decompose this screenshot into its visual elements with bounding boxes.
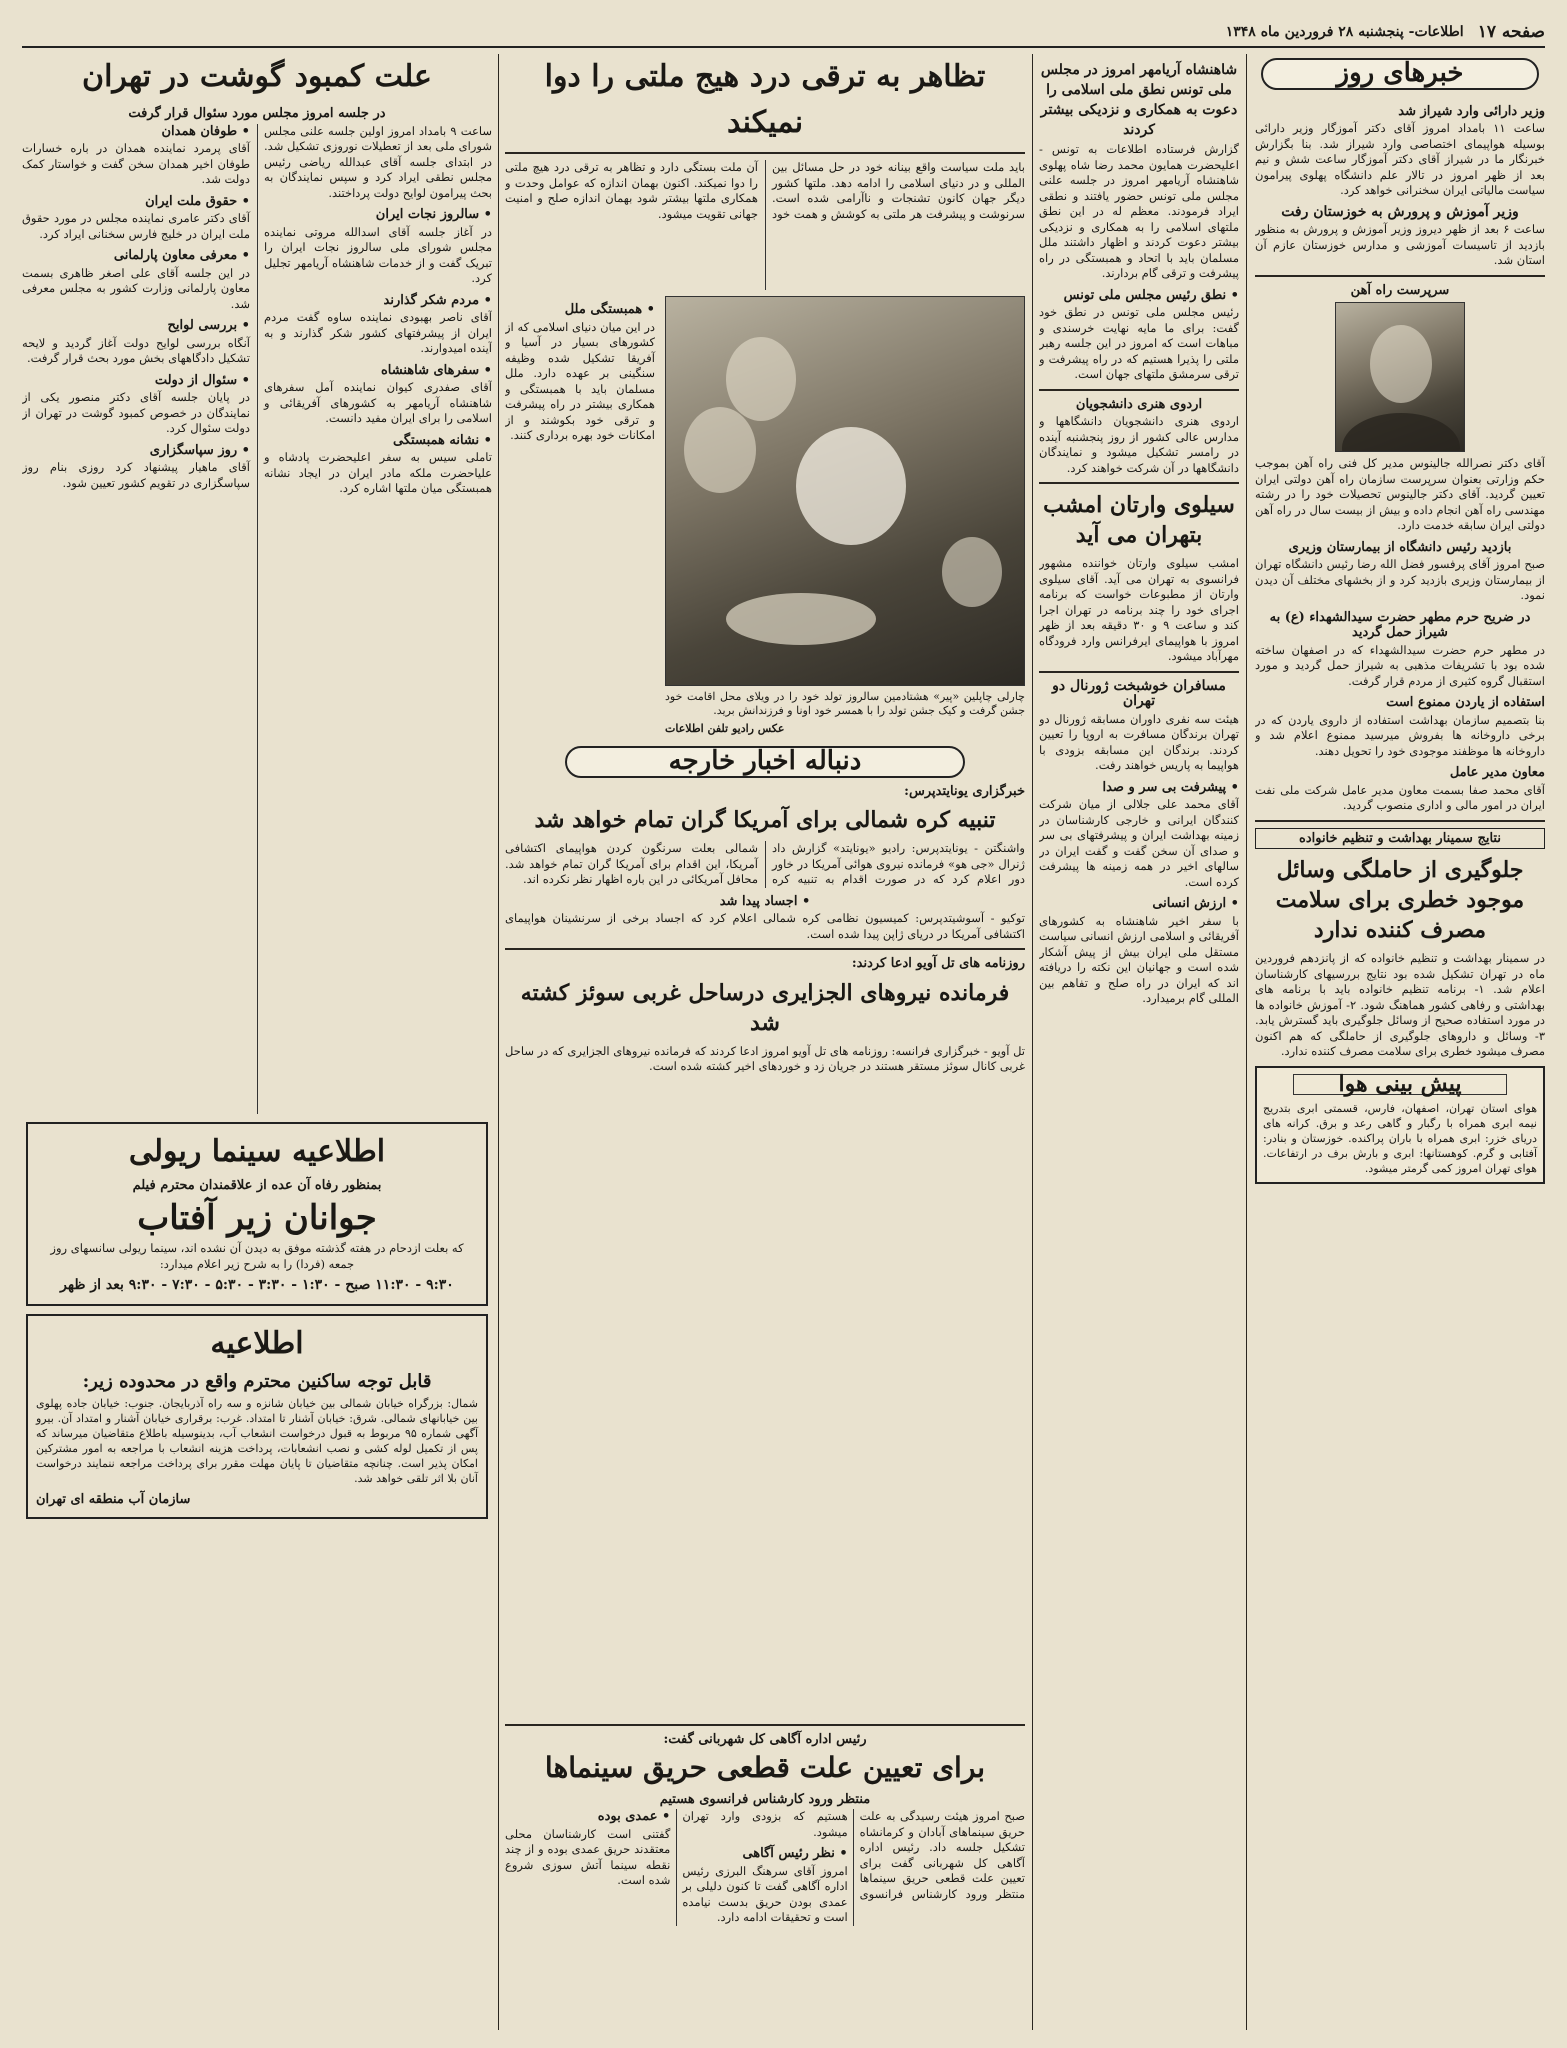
- foreign-news-box: دنباله اخبار خارجه: [565, 746, 965, 778]
- lead-article: باید ملت سیاست واقع بینانه خود در حل مسائل بین المللی و در دنیای اسلامی را ادامه دهد. ملتها کشور دیگر جهان کانون تشنجات و ناآرامی شده است. سرنوشت و پیشرفت هر ملتی به کوشش و همت خود آن ملت بستگی دارد و تظاهر به ترقی درد هیچ ملتی را دوا نمیکند. اکنون بهمان اندازه که عوامل وحدت و همکاری ملتها بیشتر شود بهمان اندازه صلح و امنیت جهانی تقویت میشود.: [505, 160, 1025, 221]
- photo-credit: عکس رادیو تلفن اطلاعات: [665, 722, 785, 735]
- news-body-6: بنا بتصمیم سازمان بهداشت استفاده از داروی یاردن که در برخی داروخانه ها بفروش میرسید ممنوع اعلام شد و داروخانه ها موظفند موجودی خود را تحویل دهند.: [1255, 712, 1545, 758]
- travellers-title: مسافران خوشبخت ژورنال دو تهران: [1052, 677, 1226, 709]
- news-title-1: وزیر دارائی وارد شیراز شد: [1398, 103, 1545, 119]
- parl-head-7: • معرفی معاون پارلمانی: [22, 248, 250, 264]
- progress-head: • پیشرفت بی سر و صدا: [1039, 780, 1239, 796]
- students-body: اردوی هنری دانشجویان دانشگاهها و مدارس عالی کشور از روز پنجشنبه آینده در رامسر تشکیل میشود و نمایندگان دانشگاهها در آن شرکت خواهند کرد.: [1039, 414, 1239, 475]
- column-parliament: [22, 54, 492, 2030]
- cinema-rivoli-ad: [26, 1122, 488, 1306]
- solidarity-body: در این میان دنیای اسلامی که از کشورهای بسیار در آسیا و آفریقا تشکیل شده وظیفه سنگینی بر عهده دارد. ملل مسلمان باید با همبستگی و همکاری بیشتر در راه پیشرفت و ترقی خود بکوشند و از امکانات خود بهره برداری کنند.: [505, 319, 655, 442]
- news-body-1: ساعت ۱۱ بامداد امروز آقای دکتر آموزگار وزیر دارائی بوسیله هواپیمای اختصاصی وارد شیراز شد. بنا بگزارش خبرنگار ما در شیراز آقای دکتر آموزگار ساعت شش و نیم بعد از ظهر امروز در تالار علم دانشگاه پهلوی پیرامون سیاست مالیاتی ایران سخنرانی خواهد کرد.: [1255, 121, 1545, 197]
- box-title-news-of-day: خبرهای روز: [1261, 58, 1539, 90]
- divider: [1039, 389, 1239, 391]
- parl-body-9: در پایان جلسه آقای دکتر منصور یکی از نمایندگان در خصوص کمبود گوشت در تهران از دولت سئوال کرد.: [22, 390, 250, 435]
- photo-figure-child-shape: [942, 537, 1002, 607]
- tunisia-body: گزارش فرستاده اطلاعات به تونس - اعلیحضرت همایون محمد رضا شاه پهلوی شاهنشاه آریامهر امروز در جلسه علنی مجلس ملی تونس حضور یافتند و نطقی ایراد فرمودند. معظم له در این نطق ملتهای اسلامی را به همکاری و نزدیکی بیشتر دعوت کردند و اظهار داشتند ملل مسلمان باید با اتحاد و همبستگی در راه پیشرفت و ترقی گام بردارند.: [1039, 142, 1239, 280]
- police-body: امروز آقای سرهنگ البرزی رئیس اداره آگاهی گفت تا کنون دلیلی بر عمدی بودن حریق بدست نیامده است و تحقیقات ادامه دارد.: [682, 1863, 848, 1924]
- cinema-title: برای تعیین علت قطعی حریق سینماها: [544, 1750, 986, 1784]
- algeria-body: تل آویو - خبرگزاری فرانسه: روزنامه های تل آویو امروز ادعا کردند که فرمانده نیروهای الجزایری که در ساحل غربی کانال سوئز مستقر هستند در جریان زد و خوردهای اخیر کشته شده است.: [505, 1043, 1025, 1073]
- divider: [1255, 275, 1545, 277]
- parl-body-10: آقای ماهیار پیشنهاد کرد روزی بنام روز سپاسگزاری در تقویم کشور تعیین شود.: [22, 460, 250, 490]
- water-notice: [26, 1314, 488, 1520]
- parliament-body-wrap: [22, 124, 492, 1114]
- parl-body-5: آقای پرمرد نماینده همدان در باره خسارات طوفان اخیر همدان سخن گفت و خواستار کمک دولت شد.: [22, 141, 250, 186]
- news-body-2: ساعت ۶ بعد از ظهر دیروز وزیر آموزش و پرورش به منظور بازدید از تاسیسات آموزشی و مدارس خوزستان عازم آن استان شد.: [1255, 222, 1545, 267]
- photo-figure-chaplin-shape: [796, 427, 906, 545]
- main-headline: تظاهر به ترقی درد هیج ملتی را دوا نمیکند: [544, 59, 986, 140]
- masthead: [22, 18, 1545, 48]
- portrait-shoulders-shape: [1342, 413, 1460, 452]
- parl-head-9: • سئوال از دولت: [22, 373, 250, 389]
- meat-sub: در جلسه امروز مجلس مورد سئوال قرار گرفت: [128, 106, 386, 121]
- weather-box: [1255, 1066, 1545, 1185]
- parl-body-6: آقای دکتر عامری نماینده مجلس در مورد حقوق ملت ایران در خلیج فارس سخنانی ایراد کرد.: [22, 211, 250, 241]
- parl-body-8: آنگاه بررسی لوایح دولت آغاز گردید و لایحه تشکیل دادگاههای بخش مورد بحث قرار گرفت.: [22, 335, 250, 365]
- photo-cake-shape: [726, 593, 876, 645]
- news-title-7: معاون مدیر عامل: [1449, 765, 1545, 780]
- bodies-body: توکیو - آسوشیتدپرس: کمیسیون نظامی کره شمالی اعلام کرد که اجساد برخی از سرنشینان هواپیمای اکتشافی آمریکا در دریای ژاپن پیدا شده است.: [505, 911, 1025, 941]
- parl-head-3: • سفرهای شاهنشاه: [264, 363, 492, 379]
- parl-head-10: • روز سپاسگزاری: [22, 443, 250, 459]
- seminar-title: جلوگیری از حاملگی وسائل موجود خطری برای سلامت مصرف کننده ندارد: [1275, 857, 1525, 943]
- photo-figure-girl-shape: [684, 407, 756, 493]
- notice-body: شمال: بزرگراه خیابان شمالی بین خیابان شانزه و سه راه آذربایجان. جنوب: خیابان جاده پهلوی بین خیابانهای شمالی. شرق: خیابان آشنار تا امتداد. غرب: برقراری خیابان آشنار و امتداد آن. بیرو آگهی شماره ۹۵ مربوط به قبول درخواست انشعاب آب، بدینوسیله باطلاع متقاضیان میرساند که پس از تکمیل لوله کشی و نصب انشعابات، پرداخت هزینه انشعاب با مراجعه به امور مشترکین امکان پذیر است. چنانچه متقاضیان تا پایان مهلت مقرر برای پرداخت مراجعه ننمایند درخواست آنان بلا اثر تلقی خواهد شد.: [36, 1396, 479, 1485]
- silvie-body: امشب سیلوی وارتان خواننده مشهور فرانسوی به تهران می آید. آقای سیلوی وارتان از مطبوعات خواست که برنامه اجرای خود را چند برنامه در تهران اجرا کند و ساعت ۹ و ۳۰ دقیقه بعد از ظهر امروز با هواپیمای ایرفرانس وارد فرودگاه مهرآباد میشود.: [1039, 556, 1239, 663]
- algeria-title: فرمانده نیروهای الجزایری درساحل غربی سوئز کشته شد: [520, 979, 1010, 1036]
- speech-head: • نطق رئیس مجلس ملی تونس: [1039, 288, 1239, 304]
- cinema-sub: منتظر ورود کارشناس فرانسوی هستیم: [659, 1791, 871, 1807]
- cinema-ad-film: جوانان زیر آفتاب: [137, 1198, 377, 1238]
- cinema-ad-title: اطلاعیه سینما ریولی: [128, 1133, 386, 1169]
- news-body-4: صبح امروز آقای پرفسور فضل الله رضا رئیس دانشگاه تهران از بیمارستان وزیری بازدید کرد و از بخشهای مختلف آن دیدن نمود.: [1255, 557, 1545, 602]
- seminar-kicker: نتایج سمینار بهداشت و تنظیم خانواده: [1255, 828, 1545, 850]
- seminar-body: در سمینار بهداشت و تنظیم خانواده که از پانزدهم فروردین ماه در تهران تشکیل شده بود نتایج بررسیهای کارشناسان اعلام شد. ۱- برنامه تنظیم خانواده باید با برنامه های بهداشتی و رفاهی کشور هماهنگ شود. ۲- آموزش خانواده ها در مورد استفاده صحیح از وسائل جلوگیری باید گسترش یابد. ۳- وسائل و داروهای جلوگیری از حاملگی که هم اکنون مصرف میشود خطری برای سلامت مصرف کننده ندارد.: [1255, 951, 1545, 1058]
- parl-body-7: در این جلسه آقای علی اصغر ظاهری بسمت معاون پارلمانی وزارت کشور به مجلس معرفی شد.: [22, 265, 250, 311]
- portrait-photo: [1335, 302, 1465, 452]
- notice-title: اطلاعیه: [210, 1325, 304, 1361]
- cinema-body: صبح امروز هیئت رسیدگی به علت حریق سینماهای آبادان و کرمانشاه تشکیل جلسه داد. رئیس اداره آگاهی کل شهربانی گفت برای تعیین علت قطعی حریق سینماها منتظر ورود کارشناس فرانسوی هستیم که بزودی وارد تهران میشود.: [682, 1809, 1025, 1901]
- parl-head-1: • سالروز نجات ایران: [264, 207, 492, 223]
- column-news-of-day: [1255, 54, 1545, 2030]
- parliament-body: ساعت ۹ بامداد امروز اولین جلسه علنی مجلس شورای ملی بعد از تعطیلات نوروزی تشکیل شد. در ابتدای جلسه آقای عبدالله ریاضی رئیس مجلس نطقی ایراد کرد و سپس نمایندگان به بحث پیرامون لوایح دولت پرداختند.: [264, 123, 492, 200]
- divider: [505, 948, 1025, 950]
- algeria-kicker: روزنامه های تل آویو ادعا کردند:: [851, 956, 1025, 971]
- portrait-face-shape: [1370, 325, 1432, 403]
- photo-wrap: [665, 296, 1025, 736]
- news-body-3: آقای دکتر نصرالله جالینوس مدیر کل فنی راه آهن بموجب حکم وزارتی بعنوان سرپرست سازمان راه آهن دولتی ایران تعیین گردید. آقای دکتر جالینوس تحصیلات خود را در رشته مهندسی راه آهن انجام داده و بیش از بیست سال در راه آهن دولتی ایران سابقه خدمت دارد.: [1255, 456, 1545, 532]
- photo-section: [505, 296, 1025, 736]
- parl-body-2: آقای ناصر بهبودی نماینده ساوه گفت مردم ایران از پیشرفتهای کشور شکر گذارند و به آینده امیدوارند.: [264, 310, 492, 355]
- cinema-ad-sub: بمنظور رفاه آن عده از علاقمندان محترم فیلم: [132, 1177, 382, 1193]
- foreign-body: واشنگتن - یونایتدپرس: رادیو «یونایتد» گزارش داد ژنرال «جی هو» فرمانده نیروی هوائی آمریکا در خاور دور اعلام کرد که در صورت اقدام به تنبیه کره شمالی بعلت سرنگون کردن هواپیمای اکتشافی آمریکا، این اقدام برای آمریکا گران تمام خواهد شد. محافل آمریکائی در این باره اظهار نظر نکرده اند.: [505, 841, 1025, 886]
- photo-figure-woman-shape: [726, 337, 796, 421]
- parl-head-4: • نشانه همبستگی: [264, 433, 492, 449]
- news-title-5: در ضریح حرم مطهر حضرت سیدالشهداء (ع) به شیراز حمل گردید: [1269, 609, 1531, 640]
- intent-body: گفتنی است کارشناسان محلی معتقدند حریق عمدی بوده و از چند نقطه سینما آتش سوزی شروع شده است.: [505, 1826, 671, 1887]
- meat-headline: علت کمبود گوشت در تهران: [82, 59, 432, 94]
- divider: [1039, 482, 1239, 484]
- solidarity-head: • همبستگی ملل: [505, 302, 655, 318]
- column-rule: [1032, 54, 1033, 2030]
- parl-head-2: • مردم شکر گذارند: [264, 293, 492, 309]
- speech-body: رئیس مجلس ملی تونس در نطق خود گفت: برای ما مایه نهایت خرسندی و مباهات است که امروز در این جلسه رهبر ملتی را پذیرا هستیم که در راه پیشرفت و ترقی سرمشق ملتهای جهان است.: [1039, 305, 1239, 381]
- solidarity-wrap: [505, 296, 655, 736]
- foreign-kicker: خبرگزاری یونایتدپرس:: [904, 783, 1025, 799]
- divider: [505, 152, 1025, 154]
- photo-caption: چارلی چاپلین «پیر» هشتادمین سالروز تولد خود را در ویلای محل اقامت خود جشن گرفت و کیک جشن تولد را با همسر خود اونا و فرزندانش برید.: [665, 690, 1025, 717]
- news-title-4: بازدید رئیس دانشگاه از بیمارستان وزیری: [1288, 539, 1512, 555]
- newspaper-page: [22, 18, 1545, 2030]
- parl-head-8: • بررسی لوایح: [22, 318, 250, 334]
- cinema-ad-body: که بعلت ازدحام در هفته گذشته موفق به دیدن آن نشده اند، سینما ریولی سانسهای روز جمعه (فردا) را به شرح زیر اعلام میدارد:: [50, 1241, 464, 1271]
- parl-body-3: آقای صفدری کیوان نماینده آمل سفرهای شاهنشاه آریامهر به کشورهای آفریقائی و اسلامی را برای ایران مفید دانست.: [264, 380, 492, 425]
- issue-line: اطلاعات- پنجشنبه ۲۸ فروردین ماه ۱۳۴۸: [1225, 24, 1464, 40]
- value-body: با سفر اخیر شاهنشاه به کشورهای آفریقائی و اسلامی ارزش انسانی سیاست مستقل ملی ایران بیش از پیش آشکار شده است و جهانیان این نکته را دریافته اند که ایران در راه صلح و تفاهم بین المللی گام برمیدارد.: [1039, 913, 1239, 1005]
- column-rule: [1246, 54, 1247, 2030]
- news-title-6: استفاده از یاردن ممنوع است: [1386, 695, 1545, 710]
- chaplin-photo: [665, 296, 1025, 686]
- notice-sign: سازمان آب منطقه ای تهران: [36, 1491, 191, 1507]
- news-body-5: در مطهر حرم حضرت سیدالشهداء که در اصفهان ساخته شده بود با تشریفات مذهبی به شیراز حمل گردید و مورد استقبال گروه کثیری از مردم قرار گرفت.: [1255, 642, 1545, 688]
- bodies-head: • اجساد پیدا شد: [505, 894, 1025, 910]
- value-head: • ارزش انسانی: [1039, 896, 1239, 912]
- students-title: اردوی هنری دانشجویان: [1075, 396, 1203, 412]
- weather-logo: پیش بینی هوا: [1293, 1074, 1507, 1096]
- parl-body-4: تاملی سیس به سفر اعلیحضرت پادشاه و علیاحضرت ملکه مادر ایران در ایجاد نشانه همبستگی میان ملتها اشاره کرد.: [264, 450, 492, 495]
- foreign-title: تنبیه کره شمالی برای آمریکا گران تمام خواهد شد: [534, 807, 996, 833]
- news-title-3: سرپرست راه آهن: [1350, 282, 1450, 298]
- divider: [1255, 820, 1545, 822]
- divider: [1039, 671, 1239, 673]
- column-shah-tunisia: [1039, 54, 1239, 2030]
- intent-head: • عمدی بوده: [505, 1809, 670, 1825]
- travellers-body: هیئت سه نفری داوران مسابقه ژورنال دو تهران برندگان مسافرت به اروپا را تعیین کردند. برندگان این مسابقه بزودی با هواپیما به پاریس خواهند رفت.: [1039, 711, 1239, 772]
- column-cinema-fire: [505, 1718, 1025, 2030]
- masthead-right: [1226, 22, 1545, 42]
- cinema-ad-times: ۹:۳۰ - ۱۱:۳۰ صبح - ۱:۳۰ - ۳:۳۰ - ۵:۳۰ - ۷:۳۰ - ۹:۳۰ بعد از ظهر: [60, 1277, 454, 1293]
- cinema-body-wrap: [505, 1809, 1025, 1926]
- notice-sub: قابل توجه ساکنین محترم واقع در محدوده زیر:: [82, 1370, 432, 1392]
- news-body-7: آقای محمد صفا بسمت معاون مدیر عامل شرکت ملی نفت ایران در امور مالی و اداری منصوب گردید.: [1255, 782, 1545, 812]
- parl-head-6: • حقوق ملت ایران: [22, 194, 250, 210]
- cinema-kicker: رئیس اداره آگاهی کل شهربانی گفت:: [663, 1732, 867, 1747]
- parl-head-5: • طوفان همدان: [22, 124, 250, 140]
- progress-body: آقای محمد علی جلالی از میان شرکت کنندگان ایرانی و خارجی کارشناسان در زمینه بهداشت ایران و پیشرفتهای بی سر و صدای آن سخن گفت و گفت ایران در سالهای اخیر در همه زمینه ها پیشرفت کرده است.: [1039, 797, 1239, 889]
- column-rule: [498, 54, 499, 2030]
- news-pair: [1255, 98, 1545, 269]
- parl-body-1: در آغاز جلسه آقای اسدالله مروتی نماینده مجلس شورای ملی سالروز نجات ایران را تبریک گفت و از خدمات شاهنشاه آریامهر تجلیل کرد.: [264, 224, 492, 285]
- silvie-title: سیلوی وارتان امشب بتهران می آید: [1043, 492, 1235, 548]
- news-title-2: وزیر آموزش و پرورش به خوزستان رفت: [1281, 203, 1519, 220]
- divider: [505, 1724, 1025, 1726]
- weather-body: هوای استان تهران، اصفهان، فارس، قسمتی ابری بتدریج نیمه ابری همراه با رگبار و گاهی رعد و برق. کرانه های دریای خزر: ابری همراه با باران پراکنده. خوزستان و بنادر: آفتابی و گرم. کوهستانها: ابری و بارش برف در ارتفاعات. هوای تهران امروز کمی گرمتر میشود.: [1263, 1102, 1537, 1175]
- police-head: • نظر رئیس آگاهی: [682, 1846, 847, 1862]
- tunisia-title: شاهنشاه آریامهر امروز در مجلس ملی تونس نطق ملی اسلامی را دعوت به همکاری و نزدیکی بیشتر کردند: [1040, 62, 1238, 138]
- page-number: صفحه ۱۷: [1477, 22, 1545, 42]
